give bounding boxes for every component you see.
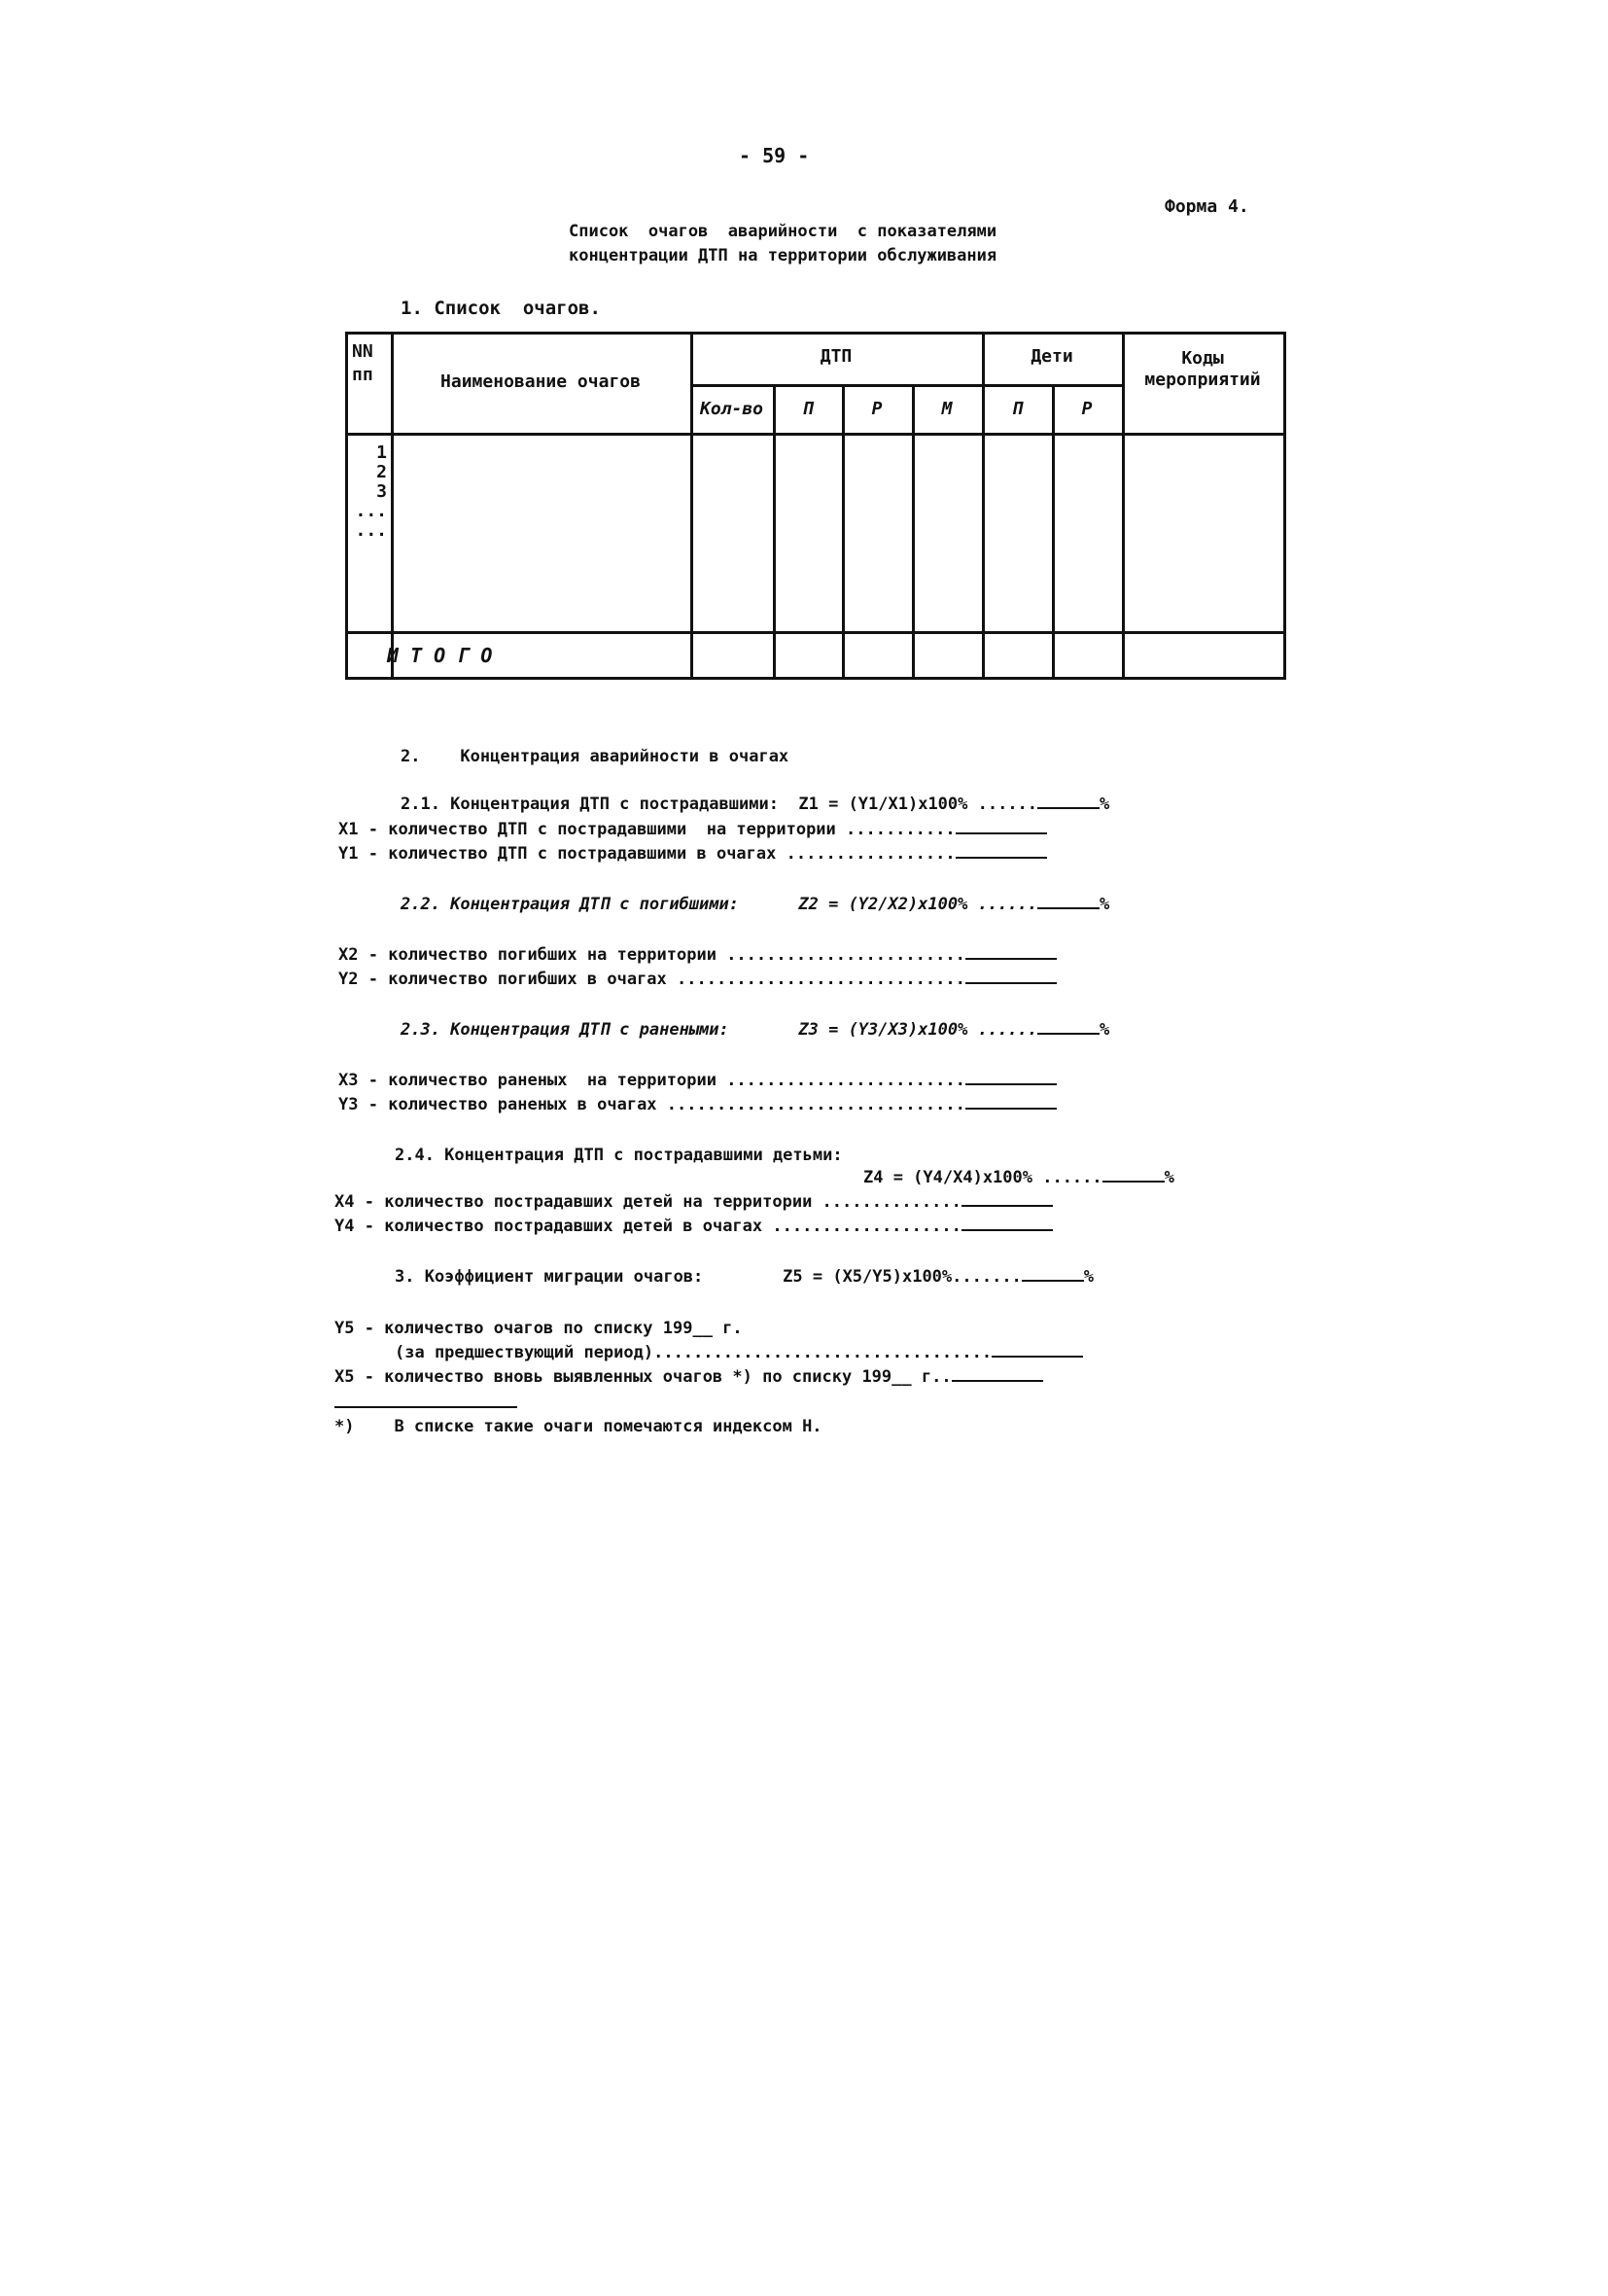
section-1-heading: 1. Список очагов. — [401, 298, 601, 319]
fill-blank[interactable] — [1022, 1280, 1084, 1282]
row-number: 2 — [376, 462, 387, 482]
def-y5: Y5 - количество очагов по списку 199__ г. — [334, 1319, 743, 1338]
percent-sign: % — [1164, 1168, 1174, 1187]
formula-2-2 — [401, 895, 1109, 914]
col-header-dtp: ДТП — [820, 346, 853, 367]
formula-2-2-text: 2.2. Концентрация ДТП с погибшими: Z2 = (Y2/X2)x100% ...... — [401, 895, 1038, 914]
def-text: - количество пострадавших детей в очагах ................... — [364, 1217, 961, 1236]
percent-sign: % — [1100, 1020, 1110, 1040]
fill-blank[interactable] — [965, 958, 1057, 960]
col-header-children: Дети — [1031, 346, 1073, 367]
def-text: - количество раненых на территории ........................ — [367, 1071, 965, 1090]
def-x1 — [338, 820, 1047, 839]
fill-blank[interactable] — [992, 1356, 1083, 1358]
def-text: X5 - количество вновь выявленных очагов *) по списку 199__ г.. — [334, 1367, 952, 1387]
def-x4 — [334, 1192, 1053, 1212]
sub-header-child-p: П — [1011, 399, 1023, 419]
def-text: - количество погибших в очагах ............................. — [367, 970, 965, 989]
def-symbol: Y2 — [338, 970, 359, 989]
def-text: - количество ДТП с пострадавшими на территории ........... — [367, 820, 956, 839]
def-text: - количество погибших на территории ........................ — [367, 945, 965, 965]
formula-3-text: 3. Коэффициент миграции очагов: Z5 = (X5/Y5)x100%....... — [395, 1267, 1022, 1287]
title-line-2: концентрации ДТП на территории обслуживания — [569, 246, 997, 265]
percent-sign: % — [1100, 895, 1110, 914]
fill-blank[interactable] — [956, 832, 1047, 834]
col-header-codes: Коды мероприятий — [1144, 348, 1261, 390]
footnote-mark: *) — [334, 1417, 355, 1436]
fill-blank[interactable] — [952, 1380, 1043, 1382]
def-y4 — [334, 1217, 1053, 1236]
row-number: 3 — [376, 481, 387, 502]
def-symbol: X3 — [338, 1071, 359, 1090]
def-symbol: Y4 — [334, 1217, 355, 1236]
sub-header-p: П — [802, 399, 813, 419]
def-y2 — [338, 970, 1057, 989]
def-text: - количество пострадавших детей на территории .............. — [364, 1192, 961, 1212]
def-x3 — [338, 1071, 1057, 1090]
footnote — [334, 1417, 822, 1436]
def-symbol: Y3 — [338, 1095, 359, 1114]
fill-blank[interactable] — [965, 982, 1057, 984]
formula-2-3-text: 2.3. Концентрация ДТП с ранеными: Z3 = (Y3/X3)x100% ...... — [401, 1020, 1038, 1040]
sub-header-child-r: Р — [1081, 399, 1093, 419]
fill-blank[interactable] — [965, 1108, 1057, 1110]
fill-blank[interactable] — [961, 1205, 1053, 1207]
def-y1 — [338, 844, 1047, 864]
footnote-text: В списке такие очаги помечаются индексом Н. — [394, 1417, 822, 1436]
formula-2-3 — [401, 1020, 1109, 1040]
formula-2-4-text: Z4 = (Y4/X4)x100% ...... — [863, 1168, 1102, 1187]
sub-header-m: М — [941, 399, 953, 419]
percent-sign: % — [1083, 1267, 1095, 1287]
fill-blank[interactable] — [965, 1083, 1057, 1085]
page-number: - 59 - — [739, 144, 810, 167]
fill-blank[interactable] — [961, 1229, 1053, 1231]
row-number: ... — [355, 520, 387, 541]
hotspot-table — [345, 332, 1286, 680]
sub-header-r: Р — [871, 399, 883, 419]
row-number: ... — [355, 501, 387, 521]
table-hline — [348, 631, 1283, 634]
fill-blank[interactable] — [1037, 807, 1100, 809]
col-header-name: Наименование очагов — [440, 371, 641, 392]
table-hline — [348, 433, 1283, 436]
total-row-label: И Т О Г О — [387, 644, 493, 667]
def-text: - количество ДТП с пострадавшими в очагах ................. — [367, 844, 956, 864]
percent-sign: % — [1100, 795, 1110, 814]
section-2-heading: 2. Концентрация аварийности в очагах — [401, 747, 789, 766]
def-x2 — [338, 945, 1057, 965]
formula-2-1-text: 2.1. Концентрация ДТП с пострадавшими: Z1 = (Y1/X1)x100% ...... — [401, 795, 1038, 814]
title-line-1: Список очагов аварийности с показателями — [569, 222, 997, 241]
def-text: - количество раненых в очагах .............................. — [367, 1095, 965, 1114]
def-symbol: X4 — [334, 1192, 355, 1212]
table-hline — [690, 384, 1122, 387]
fill-blank[interactable] — [1037, 1033, 1100, 1035]
formula-2-1 — [401, 795, 1109, 814]
def-text: (за предшествующий период).................................. — [395, 1343, 993, 1362]
def-symbol: X2 — [338, 945, 359, 965]
form-label: Форма 4. — [1165, 196, 1249, 217]
sub-header-kolvo: Кол-во — [699, 399, 764, 419]
def-x5 — [334, 1367, 1043, 1387]
formula-2-4-title: 2.4. Концентрация ДТП с пострадавшими детьми: — [395, 1146, 843, 1165]
def-y5-cont — [395, 1343, 1083, 1362]
footnote-rule — [334, 1406, 517, 1408]
fill-blank[interactable] — [956, 857, 1047, 859]
col-header-nn: NN пп — [352, 341, 373, 385]
formula-2-4 — [863, 1168, 1174, 1187]
def-symbol: Y1 — [338, 844, 359, 864]
fill-blank[interactable] — [1037, 907, 1100, 909]
def-y3 — [338, 1095, 1057, 1114]
formula-3 — [395, 1267, 1094, 1287]
row-number: 1 — [376, 442, 387, 463]
def-symbol: X1 — [338, 820, 359, 839]
fill-blank[interactable] — [1102, 1181, 1165, 1183]
